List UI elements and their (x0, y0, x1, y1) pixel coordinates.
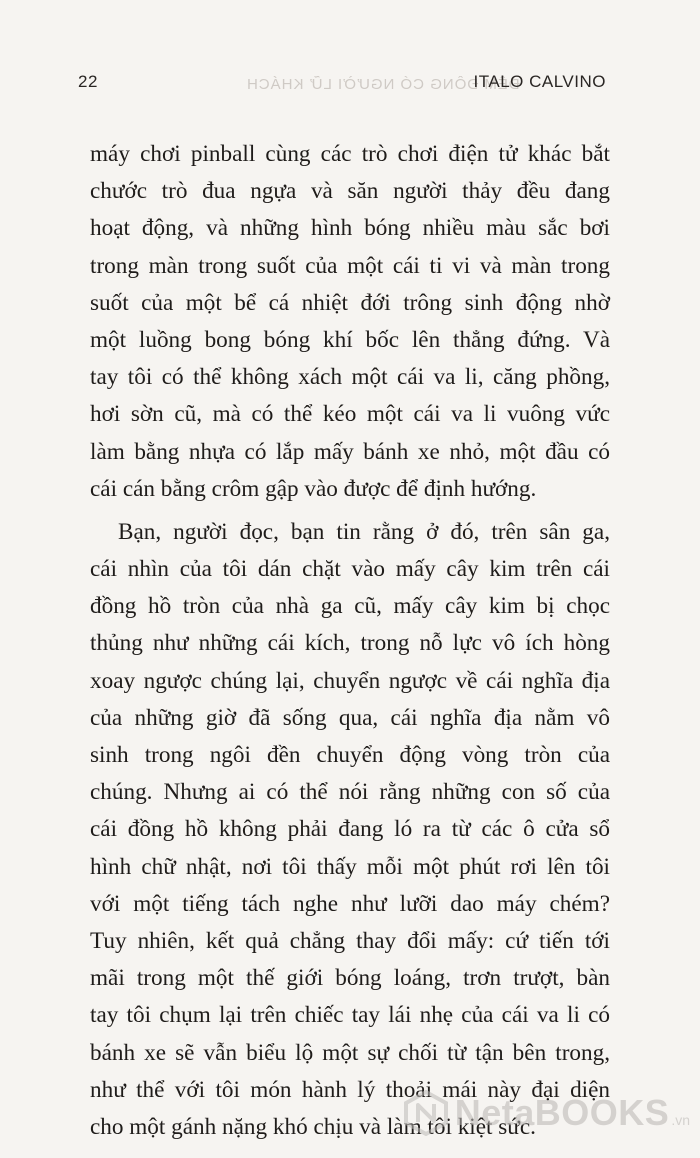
watermark (403, 1090, 690, 1136)
watermark-suffix: .vn (671, 1112, 690, 1128)
text-line: trong màn trong suốt của một cái ti vi và màn trong (90, 252, 610, 279)
text-line: thủng như những cái kích, trong nỗ lực vô ích hòng (90, 630, 610, 657)
text-line: Bạn, người đọc, bạn tin rằng ở đó, trên sân ga, (118, 518, 610, 545)
bleed-through-text: ĐÊM ĐÔNG CÓ NGƯỜI LỮ KHÁCH (246, 76, 520, 93)
netabooks-logo-icon (403, 1090, 449, 1136)
paragraph (90, 514, 610, 1146)
text-line: tay tôi chụm lại trên chiếc tay lái nhẹ của cái va li có (90, 1002, 610, 1029)
text-line: với một tiếng tách nghe như lưỡi dao máy chém? (90, 890, 610, 917)
text-line: đồng hồ tròn của nhà ga cũ, mấy cây kim bị chọc (90, 593, 610, 620)
text-line: cái đồng hồ không phải đang ló ra từ các ô cửa sổ (90, 816, 610, 843)
text-line: bánh xe sẽ vẫn biểu lộ một sự chối từ tận bên trong, (90, 1039, 610, 1066)
page-header (78, 72, 606, 96)
running-head-author: ITALO CALVINO (473, 72, 606, 91)
text-line: một luồng bong bóng khí bốc lên thẳng đứng. Và (90, 326, 610, 353)
text-line: như thể với tôi món hành lý thoải mái này đại diện (90, 1076, 610, 1103)
text-line: hơi sờn cũ, mà có thể kéo một cái va li vuông vức (90, 401, 610, 428)
text-line: cho một gánh nặng khó chịu và làm tôi kiệt sức. (90, 1113, 536, 1140)
page-number: 22 (78, 72, 98, 91)
text-line: máy chơi pinball cùng các trò chơi điện tử khác bắt (90, 141, 610, 167)
text-line: hình chữ nhật, nơi tôi thấy mỗi một phút rơi lên tôi (90, 853, 610, 880)
text-line: Tuy nhiên, kết quả chẳng thay đổi mấy: cứ tiến tới (90, 927, 610, 954)
text-line: của những giờ đã sống qua, cái nghĩa địa nằm vô (90, 704, 610, 731)
text-line: hoạt động, và những hình bóng nhiều màu sắc bơi (90, 215, 610, 242)
text-line: suốt của một bể cá nhiệt đới trông sinh động nhờ (90, 289, 610, 316)
text-line: cái nhìn của tôi dán chặt vào mấy cây kim trên cái (90, 556, 610, 583)
body-text (90, 136, 610, 1146)
watermark-brand: NetaBOOKS (454, 1092, 670, 1133)
text-line: chúng. Nhưng ai có thể nói rằng những con số của (90, 779, 610, 806)
text-line: mãi trong một thế giới bóng loáng, trơn trượt, bàn (90, 965, 610, 992)
text-line: xoay ngược chúng lại, chuyển ngược về cái nghĩa địa (90, 667, 610, 694)
text-line: tay tôi có thể không xách một cái va li, căng phồng, (90, 364, 610, 391)
text-line: làm bằng nhựa có lắp mấy bánh xe nhỏ, một đầu có (90, 438, 610, 465)
text-line: sinh trong ngôi đền chuyển động vòng tròn của (90, 742, 610, 768)
text-line: cái cán bằng crôm gập vào được để định hướng. (90, 475, 537, 502)
paragraph (90, 136, 610, 508)
text-line: chước trò đua ngựa và săn người thảy đều đang (90, 178, 610, 205)
